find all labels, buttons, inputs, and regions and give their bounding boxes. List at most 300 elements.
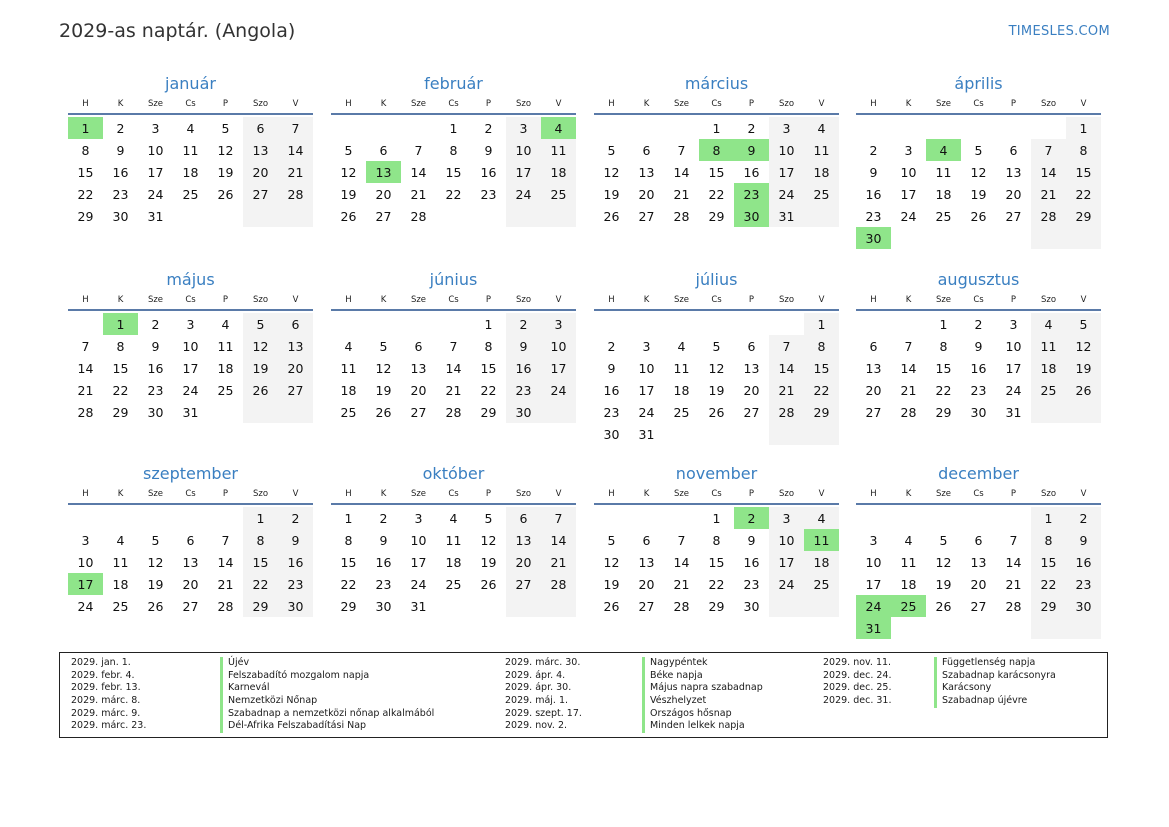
empty-cell — [1031, 117, 1066, 139]
holiday-name: Minden lelkek napja — [642, 720, 745, 733]
day-cell: 22 — [1031, 573, 1066, 595]
day-cell: 21 — [541, 551, 576, 573]
weekday-label: Sze — [673, 99, 690, 109]
weekday-label: K — [643, 99, 650, 109]
day-cell: 10 — [769, 529, 804, 551]
weekday-label: Cs — [973, 489, 984, 499]
day-cell: 13 — [865, 360, 882, 376]
day-cell: 22 — [1066, 183, 1101, 205]
empty-cell — [961, 227, 996, 249]
holiday-name: Újév — [220, 657, 249, 670]
day-cell: 1 — [712, 510, 721, 526]
empty-cell — [506, 205, 541, 227]
weekday-label: K — [643, 295, 650, 305]
weekday-header — [856, 95, 1101, 115]
day-cell: 7 — [449, 338, 458, 354]
day-cell: 12 — [708, 360, 725, 376]
day-cell: 27 — [243, 183, 278, 205]
weekday-header — [594, 291, 839, 311]
day-cell: 26 — [1066, 379, 1101, 401]
day-cell: 27 — [506, 573, 541, 595]
day-cell: 10 — [638, 360, 655, 376]
day-cell: 31 — [182, 404, 199, 420]
day-cell: 25 — [182, 186, 199, 202]
weekday-label: V — [818, 295, 825, 305]
weekday-label: K — [117, 489, 124, 499]
day-cell: 12 — [340, 164, 357, 180]
empty-cell — [436, 595, 471, 617]
day-cell: 8 — [1066, 139, 1101, 161]
day-cell: 8 — [712, 532, 721, 548]
day-cell: 2 — [278, 507, 313, 529]
day-cell: 31 — [1005, 404, 1022, 420]
day-cell: 26 — [480, 576, 497, 592]
day-cell: 26 — [243, 379, 278, 401]
day-cell: 9 — [151, 338, 160, 354]
month-name: február — [424, 74, 483, 93]
empty-cell — [996, 617, 1031, 639]
holiday-name: Szabadnap újévre — [934, 695, 1027, 708]
empty-cell — [891, 117, 926, 139]
day-cell: 19 — [1066, 357, 1101, 379]
weekday-label: Szo — [515, 295, 532, 305]
day-cell: 18 — [804, 551, 839, 573]
day-cell: 10 — [410, 532, 427, 548]
weekday-label: K — [905, 489, 912, 499]
day-grid — [68, 507, 313, 617]
day-cell: 29 — [804, 401, 839, 423]
day-cell: 1 — [484, 316, 493, 332]
day-cell: 9 — [974, 338, 983, 354]
month-name: szeptember — [142, 464, 238, 483]
day-cell: 24 — [769, 183, 804, 205]
day-cell: 16 — [278, 551, 313, 573]
day-cell: 21 — [410, 186, 427, 202]
empty-cell — [804, 205, 839, 227]
month-name: január — [165, 74, 216, 93]
empty-cell — [331, 313, 366, 335]
holiday-legend — [59, 652, 1108, 738]
weekday-label: Cs — [973, 99, 984, 109]
day-cell: 23 — [1066, 573, 1101, 595]
day-cell: 13 — [243, 139, 278, 161]
weekday-header — [856, 485, 1101, 505]
month-name: december — [938, 464, 1019, 483]
day-cell: 9 — [869, 164, 878, 180]
day-cell: 18 — [673, 382, 690, 398]
day-cell: 15 — [708, 554, 725, 570]
day-cell: 14 — [900, 360, 917, 376]
empty-cell — [804, 423, 839, 445]
day-cell: 17 — [769, 551, 804, 573]
month-calendar — [856, 73, 1101, 249]
empty-cell — [664, 423, 699, 445]
day-cell: 30 — [506, 401, 541, 423]
day-cell: 7 — [221, 532, 230, 548]
day-cell: 8 — [484, 338, 493, 354]
day-cell: 2 — [484, 120, 493, 136]
day-cell: 12 — [970, 164, 987, 180]
day-cell: 24 — [77, 598, 94, 614]
day-cell: 24 — [182, 382, 199, 398]
day-cell: 13 — [278, 335, 313, 357]
weekday-label: P — [222, 99, 229, 109]
day-cell: 18 — [217, 360, 234, 376]
day-cell: 4 — [541, 117, 576, 139]
weekday-header — [68, 291, 313, 311]
day-cell: 7 — [904, 338, 913, 354]
day-cell: 17 — [638, 382, 655, 398]
weekday-label: Sze — [673, 295, 690, 305]
weekday-label: V — [1080, 295, 1087, 305]
day-cell: 16 — [743, 164, 760, 180]
day-cell: 15 — [708, 164, 725, 180]
day-cell: 6 — [974, 532, 983, 548]
day-cell: 3 — [904, 142, 913, 158]
holiday-date: 2029. márc. 9. — [71, 707, 141, 719]
day-cell: 14 — [445, 360, 462, 376]
day-cell: 23 — [603, 404, 620, 420]
day-cell: 4 — [677, 338, 686, 354]
weekday-header — [594, 95, 839, 115]
day-cell: 4 — [449, 510, 458, 526]
holiday-name: Vészhelyzet — [642, 695, 706, 708]
empty-cell — [961, 117, 996, 139]
day-cell: 3 — [869, 532, 878, 548]
day-cell: 14 — [541, 529, 576, 551]
weekday-label: H — [870, 295, 877, 305]
day-cell: 13 — [743, 360, 760, 376]
empty-cell — [996, 117, 1031, 139]
day-cell: 29 — [708, 598, 725, 614]
empty-cell — [891, 227, 926, 249]
empty-cell — [699, 423, 734, 445]
day-cell: 8 — [1031, 529, 1066, 551]
holiday-name: Karácsony — [934, 682, 991, 695]
site-link[interactable]: TIMESLES.COM — [1008, 24, 1110, 39]
day-cell: 15 — [804, 357, 839, 379]
empty-cell — [594, 313, 629, 335]
day-cell: 4 — [344, 338, 353, 354]
day-cell: 29 — [708, 208, 725, 224]
day-cell: 18 — [804, 161, 839, 183]
month-calendar — [68, 463, 313, 617]
day-cell: 10 — [1005, 338, 1022, 354]
day-cell: 17 — [147, 164, 164, 180]
weekday-label: V — [1080, 489, 1087, 499]
day-cell: 7 — [677, 142, 686, 158]
day-cell: 17 — [865, 576, 882, 592]
empty-cell — [856, 507, 891, 529]
day-cell: 20 — [182, 576, 199, 592]
day-cell: 15 — [935, 360, 952, 376]
holiday-date: 2029. szept. 17. — [505, 707, 582, 719]
empty-cell — [891, 617, 926, 639]
day-grid — [856, 117, 1101, 249]
day-cell: 11 — [673, 360, 690, 376]
day-cell: 31 — [147, 208, 164, 224]
day-cell: 22 — [708, 186, 725, 202]
day-cell: 22 — [112, 382, 129, 398]
weekday-label: Sze — [410, 489, 427, 499]
holiday-date: 2029. nov. 11. — [823, 657, 892, 668]
weekday-label: H — [82, 489, 89, 499]
holiday-name: Dél-Afrika Felszabadítási Nap — [220, 720, 366, 733]
day-cell: 8 — [804, 335, 839, 357]
day-cell: 24 — [856, 595, 891, 617]
holiday-date: 2029. márc. 8. — [71, 695, 141, 707]
day-cell: 4 — [804, 507, 839, 529]
day-cell: 26 — [147, 598, 164, 614]
empty-cell — [629, 507, 664, 529]
day-cell: 19 — [603, 186, 620, 202]
day-cell: 25 — [217, 382, 234, 398]
month-calendar — [68, 269, 313, 423]
day-cell: 3 — [1009, 316, 1018, 332]
weekday-label: V — [818, 489, 825, 499]
empty-cell — [173, 507, 208, 529]
weekday-label: H — [608, 295, 615, 305]
empty-cell — [891, 313, 926, 335]
day-cell: 26 — [970, 208, 987, 224]
day-cell: 11 — [112, 554, 129, 570]
empty-cell — [103, 507, 138, 529]
day-cell: 3 — [506, 117, 541, 139]
day-cell: 10 — [506, 139, 541, 161]
day-cell: 25 — [804, 183, 839, 205]
day-cell: 7 — [278, 117, 313, 139]
empty-cell — [891, 507, 926, 529]
day-cell: 13 — [410, 360, 427, 376]
weekday-label: Cs — [711, 99, 722, 109]
day-cell: 21 — [445, 382, 462, 398]
day-cell: 16 — [112, 164, 129, 180]
day-cell: 11 — [217, 338, 234, 354]
day-cell: 29 — [1066, 205, 1101, 227]
empty-cell — [961, 617, 996, 639]
weekday-label: H — [870, 99, 877, 109]
day-cell: 23 — [506, 379, 541, 401]
empty-cell — [278, 401, 313, 423]
day-cell: 7 — [541, 507, 576, 529]
empty-cell — [173, 205, 208, 227]
day-cell: 11 — [182, 142, 199, 158]
empty-cell — [734, 313, 769, 335]
day-cell: 3 — [541, 313, 576, 335]
weekday-label: H — [608, 99, 615, 109]
day-cell: 10 — [541, 335, 576, 357]
day-cell: 27 — [743, 404, 760, 420]
empty-cell — [926, 507, 961, 529]
day-cell: 4 — [1031, 313, 1066, 335]
day-cell: 11 — [445, 532, 462, 548]
day-cell: 20 — [243, 161, 278, 183]
weekday-label: P — [748, 99, 755, 109]
empty-cell — [243, 205, 278, 227]
day-cell: 6 — [506, 507, 541, 529]
day-cell: 2 — [607, 338, 616, 354]
day-cell: 6 — [243, 117, 278, 139]
day-cell: 2 — [869, 142, 878, 158]
empty-cell — [699, 313, 734, 335]
day-cell: 22 — [935, 382, 952, 398]
day-cell: 8 — [699, 139, 734, 161]
weekday-label: H — [82, 295, 89, 305]
day-cell: 23 — [112, 186, 129, 202]
day-cell: 24 — [900, 208, 917, 224]
day-cell: 17 — [769, 161, 804, 183]
day-cell: 6 — [642, 532, 651, 548]
day-grid — [331, 313, 576, 423]
day-cell: 18 — [445, 554, 462, 570]
day-cell: 14 — [673, 164, 690, 180]
holiday-name: Szabadnap a nemzetközi nőnap alkalmából — [220, 708, 434, 721]
day-cell: 30 — [1066, 595, 1101, 617]
weekday-label: H — [82, 99, 89, 109]
empty-cell — [664, 313, 699, 335]
holiday-date: 2029. dec. 25. — [823, 682, 892, 694]
day-cell: 16 — [743, 554, 760, 570]
day-cell: 25 — [1031, 379, 1066, 401]
empty-cell — [926, 117, 961, 139]
day-cell: 9 — [747, 532, 756, 548]
day-cell: 31 — [769, 205, 804, 227]
day-cell: 1 — [939, 316, 948, 332]
day-cell: 9 — [278, 529, 313, 551]
day-cell: 26 — [340, 208, 357, 224]
holiday-name: Béke napja — [642, 670, 703, 683]
day-cell: 14 — [1005, 554, 1022, 570]
day-cell: 6 — [414, 338, 423, 354]
weekday-label: Szo — [1040, 99, 1057, 109]
weekday-header — [68, 485, 313, 505]
holiday-date: 2029. márc. 23. — [71, 720, 147, 732]
weekday-label: P — [748, 295, 755, 305]
empty-cell — [629, 117, 664, 139]
weekday-label: Szo — [778, 99, 795, 109]
day-cell: 28 — [278, 183, 313, 205]
day-cell: 9 — [506, 335, 541, 357]
day-cell: 11 — [804, 529, 839, 551]
month-name: április — [954, 74, 1003, 93]
day-cell: 17 — [182, 360, 199, 376]
day-cell: 20 — [638, 186, 655, 202]
empty-cell — [594, 117, 629, 139]
day-cell: 21 — [673, 576, 690, 592]
weekday-label: Szo — [252, 295, 269, 305]
empty-cell — [541, 205, 576, 227]
weekday-label: V — [292, 489, 299, 499]
day-cell: 6 — [642, 142, 651, 158]
day-cell: 28 — [673, 208, 690, 224]
day-cell: 17 — [68, 573, 103, 595]
day-cell: 22 — [708, 576, 725, 592]
day-cell: 26 — [217, 186, 234, 202]
weekday-label: Sze — [147, 99, 164, 109]
day-cell: 18 — [541, 161, 576, 183]
weekday-label: V — [818, 99, 825, 109]
day-cell: 5 — [344, 142, 353, 158]
day-cell: 29 — [480, 404, 497, 420]
day-cell: 2 — [116, 120, 125, 136]
day-cell: 15 — [445, 164, 462, 180]
day-cell: 16 — [970, 360, 987, 376]
month-calendar — [856, 269, 1101, 423]
day-cell: 7 — [1009, 532, 1018, 548]
day-cell: 7 — [769, 335, 804, 357]
weekday-label: Cs — [711, 295, 722, 305]
day-grid — [331, 117, 576, 227]
day-cell: 29 — [340, 598, 357, 614]
day-cell: 28 — [217, 598, 234, 614]
day-cell: 27 — [638, 208, 655, 224]
month-calendar — [594, 269, 839, 445]
weekday-label: Sze — [410, 99, 427, 109]
day-cell: 14 — [769, 357, 804, 379]
empty-cell — [436, 313, 471, 335]
day-cell: 1 — [804, 313, 839, 335]
day-cell: 28 — [77, 404, 94, 420]
day-cell: 24 — [506, 183, 541, 205]
weekday-label: Sze — [410, 295, 427, 305]
holiday-name: Karnevál — [220, 682, 270, 695]
weekday-label: K — [380, 489, 387, 499]
month-name: március — [684, 74, 749, 93]
day-cell: 25 — [673, 404, 690, 420]
day-cell: 29 — [77, 208, 94, 224]
weekday-label: Sze — [673, 489, 690, 499]
day-cell: 14 — [77, 360, 94, 376]
day-cell: 27 — [182, 598, 199, 614]
weekday-label: P — [485, 489, 492, 499]
day-cell: 3 — [642, 338, 651, 354]
day-cell: 28 — [769, 401, 804, 423]
month-calendar — [68, 73, 313, 227]
holiday-date: 2029. ápr. 4. — [505, 669, 566, 681]
day-cell: 6 — [186, 532, 195, 548]
month-calendar — [594, 463, 839, 617]
day-cell: 2 — [379, 510, 388, 526]
month-name: november — [675, 464, 758, 483]
day-cell: 11 — [541, 139, 576, 161]
weekday-label: H — [345, 489, 352, 499]
day-cell: 3 — [769, 117, 804, 139]
day-cell: 30 — [278, 595, 313, 617]
empty-cell — [366, 117, 401, 139]
day-cell: 12 — [480, 532, 497, 548]
weekday-label: K — [643, 489, 650, 499]
day-cell: 11 — [804, 139, 839, 161]
day-cell: 12 — [147, 554, 164, 570]
day-cell: 12 — [603, 554, 620, 570]
day-cell: 27 — [970, 598, 987, 614]
day-cell: 28 — [1005, 598, 1022, 614]
day-cell: 30 — [112, 208, 129, 224]
weekday-label: Sze — [935, 489, 952, 499]
weekday-header — [331, 291, 576, 311]
day-cell: 20 — [865, 382, 882, 398]
day-cell: 20 — [410, 382, 427, 398]
day-cell: 30 — [375, 598, 392, 614]
day-grid — [594, 117, 839, 227]
empty-cell — [1066, 401, 1101, 423]
weekday-label: Szo — [778, 295, 795, 305]
day-cell: 7 — [414, 142, 423, 158]
empty-cell — [996, 507, 1031, 529]
day-cell: 29 — [935, 404, 952, 420]
day-cell: 15 — [1031, 551, 1066, 573]
day-cell: 28 — [900, 404, 917, 420]
